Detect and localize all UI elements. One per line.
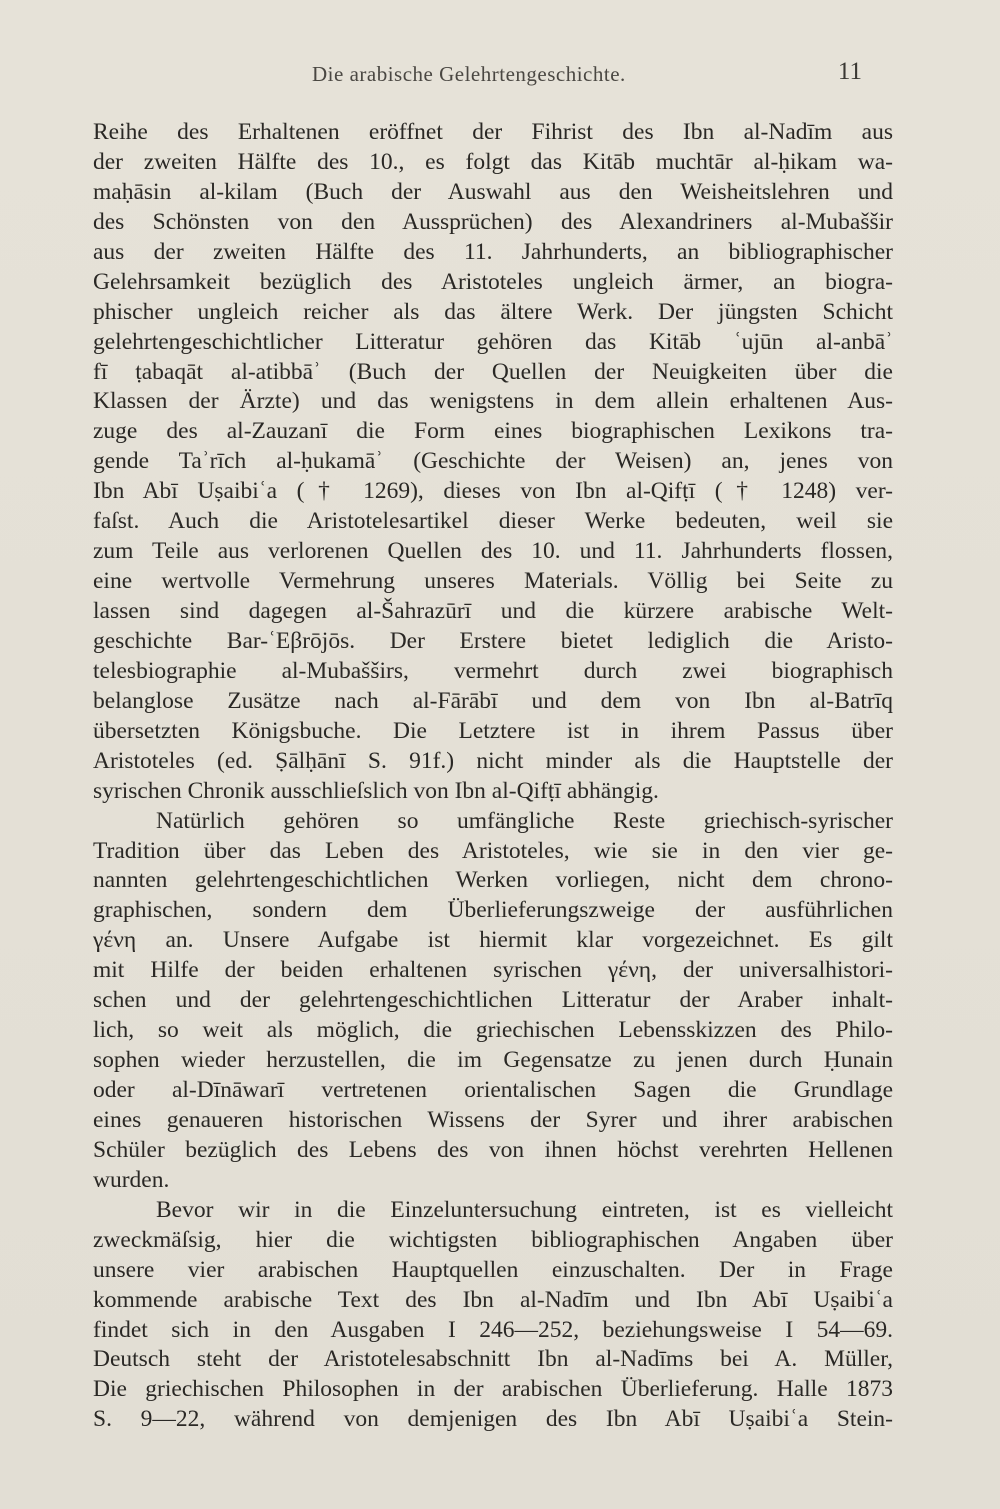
text-line: faſst. Auch die Aristotelesartikel dieser Werke bedeuten, weil sie (93, 508, 893, 535)
text-line: Ibn Abī Uṣaibiʿa († 1269), dieses von Ibn al-Qifṭī († 1248) ver- (93, 478, 893, 505)
text-line: Aristoteles (ed. Ṣālḥānī S. 91f.) nicht minder als die Hauptstelle der (93, 747, 893, 774)
text-line: eine wertvolle Vermehrung unseres Materials. Völlig bei Seite zu (93, 568, 893, 595)
text-line: Deutsch steht der Aristotelesabschnitt Ibn al-Nadīms bei A. Müller, (93, 1346, 893, 1373)
text-line: mit Hilfe der beiden erhaltenen syrischen γένη, der universalhistori- (93, 957, 893, 984)
text-line: Reihe des Erhaltenen eröffnet der Fihrist des Ibn al-Nadīm aus (93, 119, 893, 145)
text-line: der zweiten Hälfte des 10., es folgt das Kitāb muchtār al-ḥikam wa- (93, 148, 893, 175)
text-line: findet sich in den Ausgaben I 246—252, beziehungsweise I 54—69. (93, 1316, 893, 1343)
text-line: sophen wieder herzustellen, die im Gegensatze zu jenen durch Ḥunain (93, 1047, 893, 1074)
text-line: zuge des al-Zauzanī die Form eines biographischen Lexikons tra- (93, 418, 893, 445)
text-line: graphischen, sondern dem Überlieferungszweige der ausführlichen (93, 897, 893, 924)
text-line: gende Taʾrīch al-ḥukamāʾ (Geschichte der Weisen) an, jenes von (93, 448, 893, 475)
text-line: geschichte Bar-ʿEβrōjōs. Der Erstere bietet lediglich die Aristo- (93, 627, 893, 654)
text-line: γένη an. Unsere Aufgabe ist hiermit klar vorgezeichnet. Es gilt (93, 927, 893, 954)
text-line: zum Teile aus verlorenen Quellen des 10. und 11. Jahrhunderts flossen, (93, 538, 893, 565)
text-line: unsere vier arabischen Hauptquellen einzuschalten. Der in Frage (93, 1256, 893, 1283)
text-line: Gelehrsamkeit bezüglich des Aristoteles ungleich ärmer, an biogra- (93, 268, 893, 295)
text-line: oder al-Dīnāwarī vertretenen orientalischen Sagen die Grundlage (93, 1077, 893, 1103)
text-line: fī ṭabaqāt al-atibbāʾ (Buch der Quellen der Neuigkeiten über die (93, 358, 893, 385)
text-line: nannten gelehrtengeschichtlichen Werken vorliegen, nicht dem chrono- (93, 867, 893, 894)
text-line: lich, so weit als möglich, die griechischen Lebensskizzen des Philo- (93, 1017, 893, 1044)
text-line: zweckmäſsig, hier die wichtigsten bibliographischen Angaben über (93, 1226, 893, 1253)
page-header (0, 56, 1000, 96)
text-line: übersetzten Königsbuche. Die Letztere ist in ihrem Passus über (93, 717, 893, 744)
text-line: Bevor wir in die Einzeluntersuchung eintreten, ist es vielleicht (156, 1196, 893, 1223)
text-line: wurden. (93, 1166, 170, 1193)
text-line: S. 9—22, während von demjenigen des Ibn Abī Uṣaibiʿa Stein- (93, 1406, 893, 1433)
text-line: eines genaueren historischen Wissens der Syrer und ihrer arabischen (93, 1106, 893, 1133)
text-line: Klassen der Ärzte) und das wenigstens in dem allein erhaltenen Aus- (93, 388, 893, 415)
text-line: belanglose Zusätze nach al-Fārābī und dem von Ibn al-Batrīq (93, 687, 893, 714)
text-line: Natürlich gehören so umfängliche Reste griechisch-syrischer (156, 807, 893, 834)
running-title: Die arabische Gelehrtengeschichte. (312, 62, 626, 86)
body-text (93, 118, 893, 1435)
page-number: 11 (837, 58, 862, 85)
text-line: Schüler bezüglich des Lebens des von ihnen höchst verehrten Hellenen (93, 1136, 893, 1163)
text-line: Die griechischen Philosophen in der arabischen Überlieferung. Halle 1873 (93, 1376, 893, 1403)
text-line: phischer ungleich reicher als das ältere Werk. Der jüngsten Schicht (93, 298, 893, 325)
text-line: aus der zweiten Hälfte des 11. Jahrhunderts, an bibliographischer (93, 238, 893, 265)
text-line: des Schönsten von den Aussprüchen) des Alexandriners al-Mubaššir (93, 208, 893, 235)
text-line: telesbiographie al-Mubašširs, vermehrt durch zwei biographisch (93, 657, 893, 684)
text-line: Tradition über das Leben des Aristoteles, wie sie in den vier ge- (93, 837, 893, 864)
text-line: gelehrtengeschichtlicher Litteratur gehören das Kitāb ʿujūn al-anbāʾ (93, 328, 893, 355)
text-line: lassen sind dagegen al-Šahrazūrī und die kürzere arabische Welt- (93, 598, 893, 624)
text-line: maḥāsin al-kilam (Buch der Auswahl aus den Weisheitslehren und (93, 178, 893, 205)
text-line: kommende arabische Text des Ibn al-Nadīm und Ibn Abī Uṣaibiʿa (93, 1286, 893, 1313)
text-line: schen und der gelehrtengeschichtlichen Litteratur der Araber inhalt- (93, 987, 893, 1014)
text-line: syrischen Chronik ausschlieſslich von Ibn al-Qifṭī abhängig. (93, 777, 659, 804)
